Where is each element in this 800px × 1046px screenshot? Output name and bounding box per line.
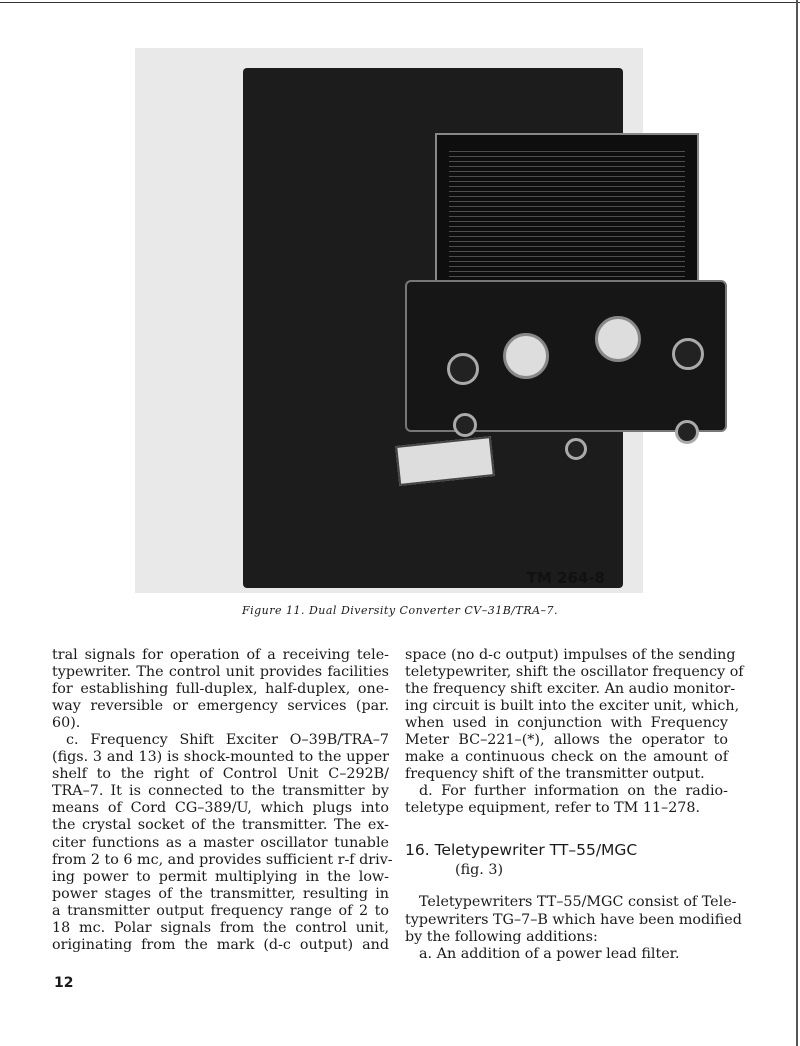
text-line: means of Cord CG–389/U, which plugs into [52,800,389,817]
text-line: shelf to the right of Control Unit C–292B/ [52,766,389,783]
text-line: from 2 to 6 mc, and provides sufficient r-f driv- [52,851,393,868]
text-line: by the following additions: [405,928,598,945]
text-line: way reversible or emergency services (par. [52,698,389,715]
section-heading: 16. Teletypewriter TT–55/MGC [405,841,638,860]
meter-a [503,333,549,379]
text-line: power stages of the transmitter, resulting in [52,885,389,902]
meter-b [595,316,641,362]
text-line: d. For further information on the radio- [419,783,728,800]
text-line: ing power to permit multiplying in the low- [52,868,389,885]
text-line: when used in conjunction with Frequency [405,715,728,732]
text-line: the frequency shift exciter. An audio monitor- [405,681,736,698]
text-line: (figs. 3 and 13) is shock-mounted to the upper [52,749,389,766]
text-line: the crystal socket of the transmitter. The ex- [52,817,389,834]
page-edge [796,0,798,1046]
meter-switch-knob [672,338,704,370]
instruction-plate [435,133,699,292]
photo-label: TM 264-8 [526,569,605,587]
text-line: tral signals for operation of a receiving tele- [52,647,389,663]
text-line: teletype equipment, refer to TM 11–278. [405,800,701,817]
phones-jack [565,438,587,460]
channel-b-knob [675,420,699,444]
output-knob [447,353,479,385]
text-line: citer functions as a master oscillator tunable [52,834,389,851]
text-line: teletypewriter, shift the oscillator frequency of [405,664,744,681]
page-number: 12 [54,975,74,991]
text-line: 60). [52,715,81,732]
text-line: frequency shift of the transmitter output. [405,766,705,783]
text-line: 18 mc. Polar signals from the control unit, [52,919,389,936]
text-line: TRA–7. It is connected to the transmitter by [52,783,389,800]
top-rule [0,2,800,3]
figure-photo [135,48,643,593]
text-line: make a continuous check on the amount of [405,749,728,766]
text-line: a. An addition of a power lead filter. [419,945,680,962]
text-line: originating from the mark (d-c output) and [52,936,389,953]
text-line: c. Frequency Shift Exciter O–39B/TRA–7 [66,732,389,749]
text-line: Teletypewriters TT–55/MGC consist of Tele- [419,894,737,911]
text-line: typewriter. The control unit provides facilities [52,664,389,681]
figure-caption: Figure 11. Dual Diversity Converter CV–31B/TRA–7. [241,604,559,617]
right-column [405,647,744,963]
text-line: a transmitter output frequency range of 2 to [52,902,389,919]
text-line: for establishing full-duplex, half-duplex, one- [52,681,389,698]
channel-a-knob [453,413,477,437]
text-line: Meter BC–221–(*), allows the operator to [405,732,728,749]
text-line: ing circuit is built into the exciter unit, which, [405,698,740,715]
text-line: space (no d-c output) impulses of the sending [405,647,736,663]
section-figure-ref: (fig. 3) [455,862,504,879]
left-column [52,647,393,954]
text-line: typewriters TG–7–B which have been modified [405,911,742,928]
